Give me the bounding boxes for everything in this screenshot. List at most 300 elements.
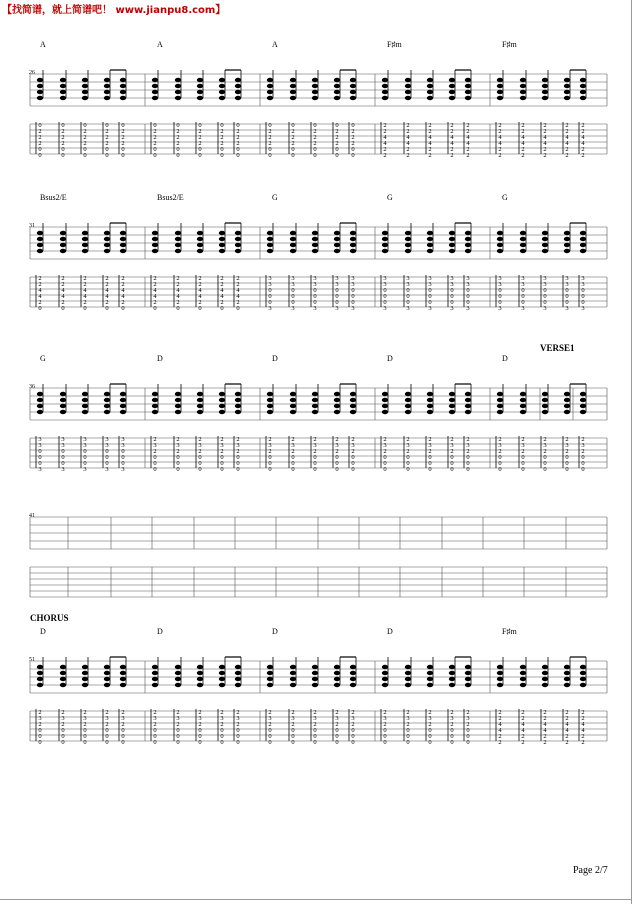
- note-head: [520, 404, 526, 408]
- chord-name: D: [40, 627, 46, 636]
- tab-number: 0: [543, 466, 547, 473]
- tab-number: 0: [313, 460, 317, 467]
- tab-number: 2: [450, 128, 454, 135]
- tab-number: 0: [176, 305, 180, 312]
- note-head: [350, 243, 356, 247]
- tab-number: 0: [521, 299, 525, 306]
- note-head: [580, 671, 586, 675]
- tab-number: 0: [351, 739, 355, 746]
- note-head: [312, 404, 318, 408]
- tab-number: 2: [198, 436, 202, 443]
- note-head: [235, 404, 241, 408]
- tab-number: 0: [335, 146, 339, 153]
- tab-number: 4: [61, 287, 65, 294]
- tab-number: 0: [291, 733, 295, 740]
- note-head: [334, 237, 340, 241]
- note-head: [267, 404, 273, 408]
- tab-number: 2: [236, 436, 240, 443]
- tab-number: 0: [406, 733, 410, 740]
- tab-number: 0: [83, 727, 87, 734]
- tab-number: 0: [38, 460, 42, 467]
- note-head: [104, 84, 110, 88]
- tab-number: 2: [291, 140, 295, 147]
- note-head: [82, 231, 88, 235]
- note-head: [120, 671, 126, 675]
- tab-number: 0: [565, 293, 569, 300]
- tab-number: 4: [466, 140, 470, 147]
- note-head: [104, 249, 110, 253]
- tab-number: 2: [83, 299, 87, 306]
- note-head: [235, 96, 241, 100]
- tab-number: 0: [565, 454, 569, 461]
- note-head: [427, 404, 433, 408]
- tab-number: 4: [498, 140, 502, 147]
- tab-number: 2: [450, 709, 454, 716]
- note-head: [427, 410, 433, 414]
- note-head: [175, 677, 181, 681]
- tab-number: 2: [236, 448, 240, 455]
- tab-number: 2: [383, 436, 387, 443]
- tab-number: 0: [450, 299, 454, 306]
- note-head: [312, 96, 318, 100]
- tab-number: 3: [406, 442, 410, 449]
- tab-number: 2: [565, 152, 569, 159]
- tab-number: 0: [466, 287, 470, 294]
- note-head: [290, 677, 296, 681]
- tab-number: 3: [466, 275, 470, 282]
- chord-name: G: [502, 193, 508, 202]
- note-head: [520, 237, 526, 241]
- tab-number: 2: [121, 140, 125, 147]
- tab-number: 3: [61, 442, 65, 449]
- tab-number: 0: [351, 287, 355, 294]
- note-head: [37, 398, 43, 402]
- tab-number: 2: [313, 448, 317, 455]
- tab-number: 0: [61, 460, 65, 467]
- tab-number: 4: [498, 134, 502, 141]
- note-head: [564, 671, 570, 675]
- tab-number: 0: [383, 287, 387, 294]
- tab-number: 0: [176, 454, 180, 461]
- tab-number: 4: [153, 287, 157, 294]
- tab-number: 3: [450, 305, 454, 312]
- tab-number: 2: [351, 448, 355, 455]
- chord-name: F♯m: [502, 40, 517, 49]
- tab-number: 0: [61, 733, 65, 740]
- tab-number: 0: [543, 299, 547, 306]
- note-head: [449, 243, 455, 247]
- note-head: [290, 410, 296, 414]
- tab-number: 2: [291, 448, 295, 455]
- tab-number: 0: [406, 727, 410, 734]
- note-head: [520, 665, 526, 669]
- tab-number: 0: [450, 727, 454, 734]
- tab-number: 3: [565, 275, 569, 282]
- tab-number: 2: [83, 128, 87, 135]
- tab-number: 2: [406, 721, 410, 728]
- tab-number: 0: [220, 152, 224, 159]
- note-head: [152, 683, 158, 687]
- tab-number: 3: [521, 281, 525, 288]
- note-head: [350, 392, 356, 396]
- tab-number: 0: [176, 122, 180, 129]
- tab-number: 4: [38, 293, 42, 300]
- note-head: [235, 78, 241, 82]
- tab-number: 2: [220, 299, 224, 306]
- note-head: [82, 96, 88, 100]
- tab-number: 3: [581, 275, 585, 282]
- tab-number: 2: [176, 436, 180, 443]
- note-head: [449, 249, 455, 253]
- tab-number: 4: [153, 293, 157, 300]
- tab-number: 2: [38, 140, 42, 147]
- note-head: [120, 410, 126, 414]
- tab-number: 3: [428, 281, 432, 288]
- note-head: [382, 96, 388, 100]
- tab-number: 2: [105, 134, 109, 141]
- note-head: [497, 677, 503, 681]
- note-head: [497, 96, 503, 100]
- chord-name: A: [40, 40, 46, 49]
- note-head: [449, 96, 455, 100]
- tab-number: 0: [406, 293, 410, 300]
- tab-number: 0: [83, 733, 87, 740]
- tab-number: 4: [121, 287, 125, 294]
- note-head: [564, 683, 570, 687]
- chord-name: A: [157, 40, 163, 49]
- tab-number: 2: [83, 281, 87, 288]
- tab-number: 0: [291, 122, 295, 129]
- tab-number: 0: [428, 739, 432, 746]
- tab-number: 4: [498, 727, 502, 734]
- note-head: [465, 677, 471, 681]
- measure-number: 41: [29, 513, 35, 519]
- tab-number: 3: [268, 275, 272, 282]
- tab-number: 2: [335, 709, 339, 716]
- note-head: [520, 677, 526, 681]
- tab-number: 4: [450, 140, 454, 147]
- tab-number: 4: [521, 140, 525, 147]
- note-head: [37, 243, 43, 247]
- note-head: [580, 392, 586, 396]
- tab-number: 3: [38, 715, 42, 722]
- tab-number: 0: [83, 448, 87, 455]
- tab-number: 2: [176, 448, 180, 455]
- tab-number: 2: [335, 448, 339, 455]
- tab-number: 0: [543, 287, 547, 294]
- tab-number: 4: [543, 721, 547, 728]
- note-head: [104, 231, 110, 235]
- note-head: [542, 392, 548, 396]
- chord-name: D: [272, 627, 278, 636]
- tab-number: 0: [291, 293, 295, 300]
- note-head: [405, 671, 411, 675]
- tab-number: 0: [198, 454, 202, 461]
- note-head: [405, 249, 411, 253]
- tab-number: 2: [383, 128, 387, 135]
- tab-number: 0: [176, 466, 180, 473]
- tab-number: 0: [236, 454, 240, 461]
- note-head: [267, 249, 273, 253]
- note-head: [267, 90, 273, 94]
- tab-number: 0: [176, 727, 180, 734]
- tab-number: 0: [406, 460, 410, 467]
- note-head: [104, 410, 110, 414]
- note-head: [175, 249, 181, 253]
- tab-number: 0: [351, 122, 355, 129]
- note-head: [520, 90, 526, 94]
- note-head: [312, 410, 318, 414]
- tab-number: 0: [351, 152, 355, 159]
- tab-number: 2: [543, 715, 547, 722]
- tab-number: 2: [543, 709, 547, 716]
- tab-number: 2: [581, 128, 585, 135]
- note-head: [175, 78, 181, 82]
- tab-number: 0: [153, 305, 157, 312]
- tab-number: 2: [83, 721, 87, 728]
- tab-number: 0: [38, 122, 42, 129]
- tab-number: 0: [335, 293, 339, 300]
- note-head: [235, 671, 241, 675]
- tab-number: 0: [236, 122, 240, 129]
- note-head: [564, 410, 570, 414]
- tab-number: 2: [153, 299, 157, 306]
- chord-name: D: [387, 627, 393, 636]
- tab-number: 2: [581, 122, 585, 129]
- note-head: [382, 665, 388, 669]
- note-head: [104, 671, 110, 675]
- note-head: [120, 237, 126, 241]
- tab-number: 3: [351, 442, 355, 449]
- chord-name: F♯m: [502, 627, 517, 636]
- note-head: [350, 78, 356, 82]
- tab-number: 2: [61, 128, 65, 135]
- chord-name: D: [502, 354, 508, 363]
- note-head: [465, 410, 471, 414]
- note-head: [497, 90, 503, 94]
- note-head: [382, 243, 388, 247]
- note-head: [82, 671, 88, 675]
- tab-number: 2: [466, 122, 470, 129]
- tab-number: 0: [466, 739, 470, 746]
- note-head: [60, 398, 66, 402]
- note-head: [235, 410, 241, 414]
- tab-number: 3: [383, 442, 387, 449]
- tab-number: 3: [498, 275, 502, 282]
- tab-number: 3: [83, 436, 87, 443]
- tab-number: 3: [176, 442, 180, 449]
- note-head: [405, 398, 411, 402]
- note-head: [312, 84, 318, 88]
- note-head: [175, 671, 181, 675]
- note-head: [382, 398, 388, 402]
- note-head: [312, 243, 318, 247]
- note-head: [520, 398, 526, 402]
- tab-number: 0: [220, 305, 224, 312]
- note-head: [564, 665, 570, 669]
- tab-number: 3: [565, 442, 569, 449]
- tab-number: 2: [176, 299, 180, 306]
- tab-number: 0: [291, 460, 295, 467]
- tab-number: 2: [450, 448, 454, 455]
- tab-number: 0: [105, 305, 109, 312]
- tab-number: 0: [38, 152, 42, 159]
- tab-number: 4: [450, 134, 454, 141]
- note-head: [267, 683, 273, 687]
- note-head: [82, 84, 88, 88]
- note-head: [219, 392, 225, 396]
- tab-number: 3: [406, 305, 410, 312]
- tab-number: 0: [291, 466, 295, 473]
- note-head: [290, 683, 296, 687]
- tab-number: 4: [83, 287, 87, 294]
- note-head: [312, 671, 318, 675]
- tab-number: 0: [268, 466, 272, 473]
- tab-number: 2: [521, 448, 525, 455]
- tab-number: 3: [521, 442, 525, 449]
- tab-number: 0: [351, 454, 355, 461]
- note-head: [427, 665, 433, 669]
- note-head: [465, 404, 471, 408]
- tab-number: 2: [565, 122, 569, 129]
- tab-number: 0: [450, 466, 454, 473]
- tab-number: 3: [105, 436, 109, 443]
- tab-number: 3: [581, 305, 585, 312]
- tab-number: 0: [236, 466, 240, 473]
- site-banner[interactable]: 【找简谱，就上简谱吧！ www.jianpu8.com】: [2, 5, 226, 16]
- tab-number: 0: [268, 460, 272, 467]
- note-head: [312, 392, 318, 396]
- tab-number: 0: [198, 122, 202, 129]
- tab-number: 0: [450, 293, 454, 300]
- tab-number: 0: [61, 727, 65, 734]
- note-head: [382, 404, 388, 408]
- tab-number: 0: [153, 739, 157, 746]
- tab-number: 2: [121, 299, 125, 306]
- tab-number: 0: [466, 466, 470, 473]
- tab-number: 2: [220, 709, 224, 716]
- tab-number: 2: [581, 146, 585, 153]
- tab-number: 2: [565, 733, 569, 740]
- tab-number: 0: [498, 293, 502, 300]
- tab-number: 0: [83, 739, 87, 746]
- tab-number: 0: [38, 146, 42, 153]
- tab-number: 3: [351, 275, 355, 282]
- note-head: [350, 231, 356, 235]
- tab-number: 0: [153, 466, 157, 473]
- note-head: [60, 249, 66, 253]
- chord-name: G: [272, 193, 278, 202]
- note-head: [219, 398, 225, 402]
- note-head: [449, 665, 455, 669]
- tab-number: 3: [291, 305, 295, 312]
- note-head: [580, 677, 586, 681]
- tab-number: 0: [153, 146, 157, 153]
- tab-number: 2: [176, 721, 180, 728]
- tab-number: 4: [581, 134, 585, 141]
- note-head: [520, 671, 526, 675]
- note-head: [405, 410, 411, 414]
- note-head: [120, 96, 126, 100]
- note-head: [312, 683, 318, 687]
- note-head: [405, 404, 411, 408]
- tab-number: 0: [83, 460, 87, 467]
- tab-number: 2: [543, 733, 547, 740]
- tab-number: 2: [521, 715, 525, 722]
- note-head: [120, 243, 126, 247]
- tab-number: 3: [83, 715, 87, 722]
- tab-number: 4: [176, 287, 180, 294]
- tab-number: 2: [428, 721, 432, 728]
- tab-number: 0: [236, 727, 240, 734]
- tab-number: 4: [236, 293, 240, 300]
- tab-number: 0: [105, 727, 109, 734]
- tab-number: 0: [105, 733, 109, 740]
- tab-number: 0: [335, 287, 339, 294]
- note-head: [175, 665, 181, 669]
- note-head: [82, 78, 88, 82]
- tab-number: 4: [236, 287, 240, 294]
- tab-number: 0: [268, 454, 272, 461]
- tab-number: 2: [198, 140, 202, 147]
- tab-number: 3: [466, 442, 470, 449]
- note-head: [449, 237, 455, 241]
- tab-number: 0: [565, 460, 569, 467]
- tab-number: 4: [565, 134, 569, 141]
- tab-number: 2: [335, 721, 339, 728]
- chord-name: D: [387, 354, 393, 363]
- note-head: [465, 249, 471, 253]
- tab-number: 3: [236, 442, 240, 449]
- tab-number: 0: [466, 727, 470, 734]
- note-head: [235, 90, 241, 94]
- tab-number: 3: [291, 715, 295, 722]
- note-head: [152, 78, 158, 82]
- note-head: [497, 410, 503, 414]
- note-head: [350, 84, 356, 88]
- tab-number: 4: [406, 140, 410, 147]
- tab-number: 2: [543, 739, 547, 746]
- note-head: [267, 398, 273, 402]
- note-head: [235, 84, 241, 88]
- note-head: [465, 90, 471, 94]
- note-head: [267, 84, 273, 88]
- note-head: [152, 231, 158, 235]
- note-head: [334, 665, 340, 669]
- section-label: VERSE1: [540, 343, 575, 353]
- note-head: [520, 84, 526, 88]
- tab-number: 2: [313, 436, 317, 443]
- tab-number: 2: [291, 134, 295, 141]
- note-head: [290, 96, 296, 100]
- tab-number: 2: [351, 709, 355, 716]
- note-head: [334, 677, 340, 681]
- note-head: [350, 410, 356, 414]
- tab-number: 0: [351, 460, 355, 467]
- tab-number: 4: [565, 140, 569, 147]
- note-head: [175, 410, 181, 414]
- note-head: [427, 398, 433, 402]
- note-head: [290, 243, 296, 247]
- tab-number: 0: [198, 460, 202, 467]
- note-head: [290, 404, 296, 408]
- tab-number: 0: [351, 293, 355, 300]
- tab-number: 0: [351, 299, 355, 306]
- tab-number: 3: [351, 281, 355, 288]
- tab-number: 2: [313, 134, 317, 141]
- tab-number: 2: [581, 739, 585, 746]
- tab-number: 3: [220, 715, 224, 722]
